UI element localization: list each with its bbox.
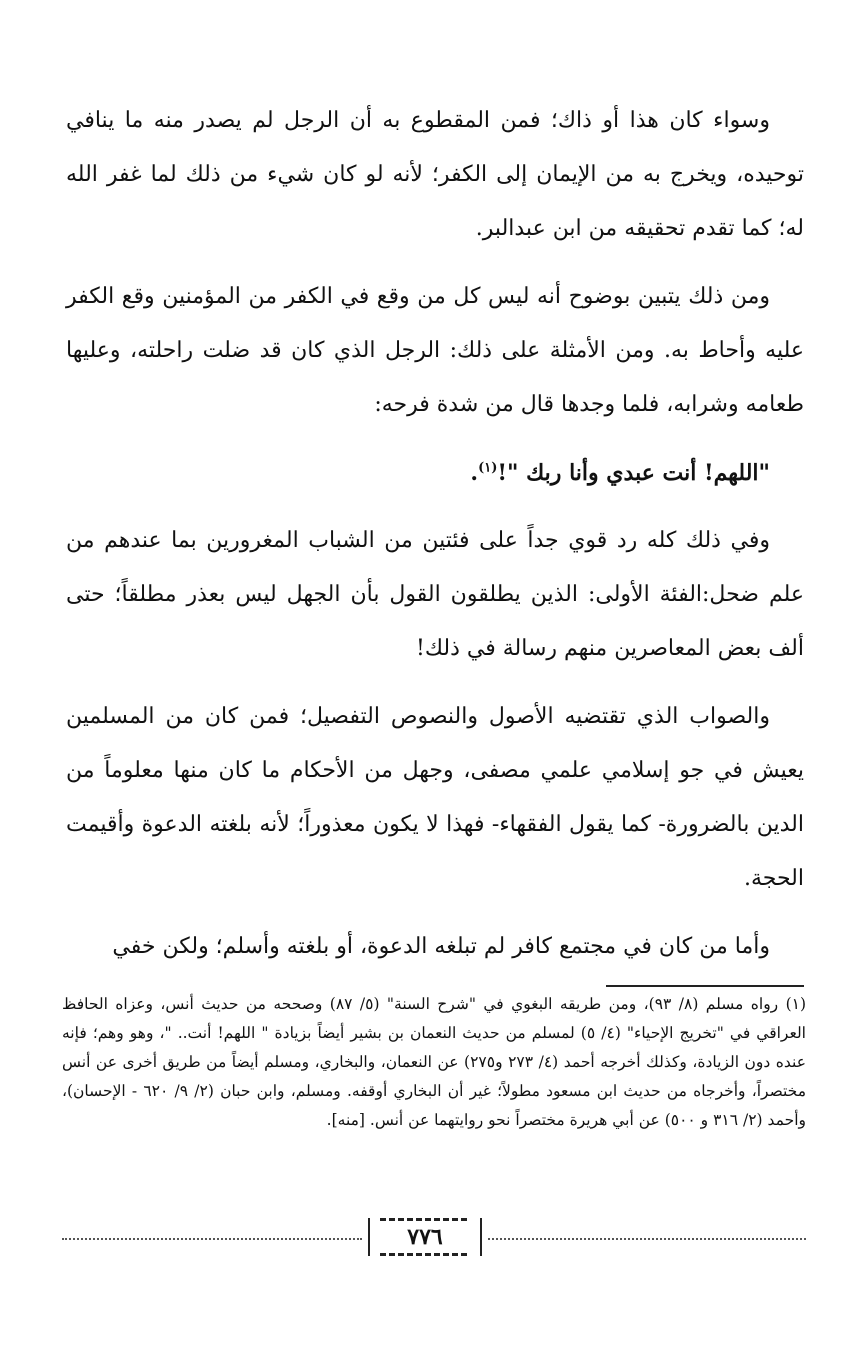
quote-end: . bbox=[470, 460, 479, 486]
main-text bbox=[66, 94, 804, 988]
paragraph-2: ومن ذلك يتبين بوضوح أنه ليس كل من وقع في الكفر من المؤمنين وقع الكفر عليه وأحاط به. ومن الأمثلة على ذلك: الرجل الذي كان قد ضلت راحلته، وعليها طعامه وشرابه، فلما وجدها قال من شدة فرحه: bbox=[66, 284, 804, 417]
footnote-divider bbox=[606, 985, 804, 987]
hadith-quote bbox=[66, 446, 804, 500]
bottom-divider-right bbox=[488, 1238, 806, 1240]
footnotes bbox=[62, 990, 806, 1135]
paragraph-5: وأما من كان في مجتمع كافر لم تبلغه الدعوة، أو بلغته وأسلم؛ ولكن خفي bbox=[112, 934, 770, 959]
paragraph-1: وسواء كان هذا أو ذاك؛ فمن المقطوع به أن الرجل لم يصدر منه ما ينافي توحيده، ويخرج به من الإيمان إلى الكفر؛ لأنه لو كان شيء من ذلك لما غفر الله له؛ كما تقدم تحقيقه من ابن عبدالبر. bbox=[66, 108, 804, 241]
footnote-1: (١) رواه مسلم (٨/ ٩٣)، ومن طريقه البغوي في "شرح السنة" (٥/ ٨٧) وصححه من حديث أنس، وعزاه الحافظ العراقي في "تخريج الإحياء" (٤/ ٥) لمسلم من حديث النعمان بن بشير أيضاً بزيادة " اللهم! أنت.. "، وهو وهم؛ فإنه عنده دون الزيادة، وكذلك أخرجه أحمد (٤/ ٢٧٣ و٢٧٥) عن النعمان، والبخاري، ومسلم أيضاً من طريق أخرى عن أنس مختصراً، وأخرجاه من حديث ابن مسعود مطولاً؛ غير أن البخاري أوقفه. ومسلم، وابن حبان (٢/ ٩/ ٦٢٠ - الإحسان)، وأحمد (٢/ ٣١٦ و ٥٠٠) عن أبي هريرة مختصراً نحو روايتهما عن أنس. [منه]. bbox=[62, 995, 807, 1129]
page-number: ٧٧٦ bbox=[407, 1224, 443, 1250]
paragraph-4: والصواب الذي تقتضيه الأصول والنصوص التفصيل؛ فمن كان من المسلمين يعيش في جو إسلامي علمي مصفى، وجهل من الأحكام ما كان منها معلوماً من الدين بالضرورة- كما يقول الفقهاء- فهذا لا يكون معذوراً؛ لأنه بلغته الدعوة وأقيمت الحجة. bbox=[66, 704, 804, 891]
footnote-reference[interactable]: (١) bbox=[478, 460, 498, 476]
page-number-frame bbox=[368, 1218, 482, 1256]
bottom-divider-left bbox=[62, 1238, 362, 1240]
paragraph-3: وفي ذلك كله رد قوي جداً على فئتين من الشباب المغرورين بما عندهم من علم ضحل:الفئة الأولى: الذين يطلقون القول بأن الجهل ليس بعذر مطلقاً؛ حتى ألف بعض المعاصرين منهم رسالة في ذلك! bbox=[66, 528, 804, 661]
hadith-quote-text: "اللهم! أنت عبدي وأنا ربك "! bbox=[497, 460, 770, 486]
